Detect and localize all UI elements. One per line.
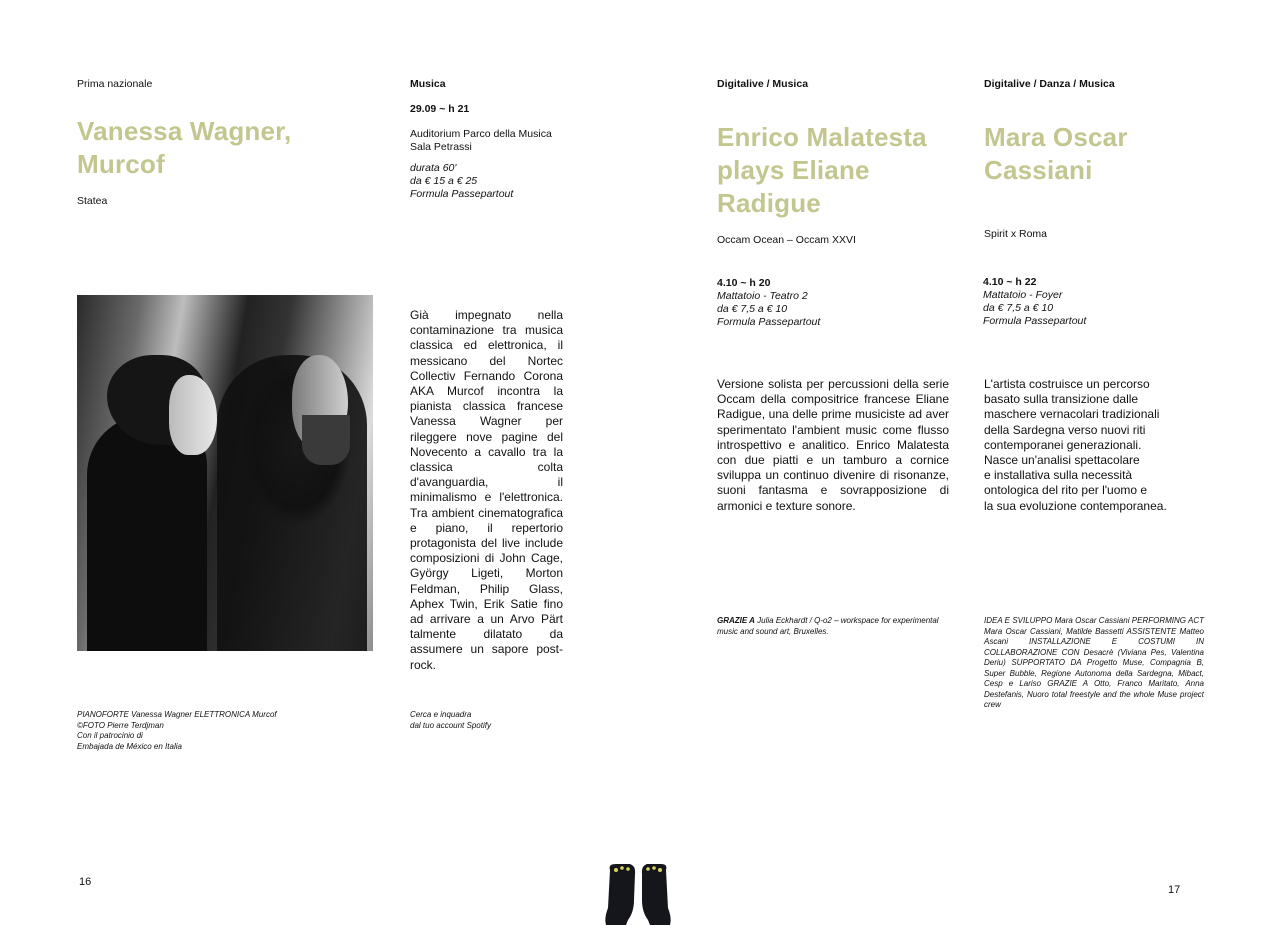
- event-date: 4.10 ~ h 22: [983, 276, 1037, 288]
- credits-label: GRAZIE A: [717, 616, 755, 625]
- event-formula: Formula Passepartout: [983, 315, 1087, 327]
- event-info: [983, 276, 1183, 328]
- event-subtitle: Statea: [77, 195, 108, 207]
- category-label: Prima nazionale: [77, 78, 153, 90]
- event-title: [984, 121, 1214, 187]
- description-line: della Sardegna verso nuovi riti: [984, 422, 1146, 437]
- credits-line: Embajada de México en Italia: [77, 741, 182, 751]
- event-title: [77, 115, 377, 181]
- photo-detail: [302, 415, 350, 465]
- event-title: [717, 121, 957, 220]
- credits-text: Julia Eckhardt / Q-o2 – workspace for experimental music and sound art, Bruxelles.: [717, 616, 939, 636]
- page-number: 16: [79, 876, 92, 888]
- description-line: ontologica del rito per l'uomo e: [984, 483, 1148, 498]
- description-line: Nasce un'analisi spettacolare: [984, 453, 1140, 468]
- spotify-line: Cerca e inquadra: [410, 710, 472, 719]
- event-venue: Sala Petrassi: [410, 141, 472, 153]
- event-duration: durata 60': [410, 162, 457, 174]
- event-price: da € 7,5 a € 10: [983, 302, 1054, 314]
- description-line: maschere vernacolari tradizionali: [984, 407, 1160, 422]
- event-formula: Formula Passepartout: [717, 316, 821, 328]
- title-line: Mara Oscar: [984, 122, 1128, 152]
- page-number: 17: [1168, 884, 1181, 896]
- category-label: Digitalive / Danza / Musica: [984, 78, 1115, 90]
- credits: [717, 616, 952, 637]
- artist-photo: [77, 295, 373, 651]
- event-description: Versione solista per percussioni della serie Occam della compositrice francese Eliane Radigue, una delle prime musiciste ad aver sperimentato l'ambient music come flusso introspettivo e analitico. Enrico Malatesta con due piatti e un tamburo a cornice sviluppa un continuo divenire di risonanze, suoni fantasma e sovrapposizione di armonici e texture sonore.: [717, 377, 949, 513]
- photo-detail: [169, 375, 217, 455]
- credits-line: Con il patrocinio di: [77, 731, 143, 740]
- event-date: 29.09 ~ h 21: [410, 103, 470, 115]
- description-line: basato sulla transizione dalle: [984, 392, 1139, 407]
- event-price: da € 15 a € 25: [410, 175, 478, 187]
- event-subtitle: Occam Ocean – Occam XXVI: [717, 234, 856, 246]
- title-line: plays Eliane: [717, 155, 870, 185]
- event-price: da € 7,5 a € 10: [717, 303, 788, 315]
- event-info: [410, 103, 580, 201]
- event-venue: Auditorium Parco della Musica: [410, 128, 552, 140]
- event-date: 4.10 ~ h 20: [717, 277, 771, 289]
- event-venue: Mattatoio - Teatro 2: [717, 290, 808, 302]
- description-line: contemporanei generazionali.: [984, 437, 1142, 452]
- title-line: Vanessa Wagner,: [77, 116, 292, 146]
- event-description: [984, 377, 1214, 514]
- credits-line: PIANOFORTE Vanessa Wagner ELETTRONICA Murcof: [77, 710, 277, 719]
- category-label: Musica: [410, 78, 446, 90]
- category-label: Digitalive / Musica: [717, 78, 809, 90]
- title-line: Enrico Malatesta: [717, 122, 927, 152]
- spotify-line: dal tuo account Spotify: [410, 720, 491, 730]
- title-line: Cassiani: [984, 155, 1093, 185]
- description-line: e installativa sulla necessità: [984, 468, 1133, 483]
- description-line: la sua evoluzione contemporanea.: [984, 498, 1167, 513]
- credits: [77, 710, 377, 752]
- event-venue: Mattatoio - Foyer: [983, 289, 1063, 301]
- credits: IDEA E SVILUPPO Mara Oscar Cassiani PERFORMING ACT Mara Oscar Cassiani, Matilde Bassetti ASSISTENTE Matteo Ascani INSTALLAZIONE E COSTUMI IN COLLABORAZIONE CON Desacrè (Viviana Pes, Valentina Deriu) SUPPORTATO DA Progetto Muse, Compagnia B, Super Bubble, Regione Autonoma della Sardegna, Mibact, Cesp e Lariso GRAZIE A Otto, Franco Maritato, Anna Destefanis, Nuoro total freestyle and the whole Muse project crew: [984, 616, 1204, 709]
- title-line: Radigue: [717, 188, 821, 218]
- event-description: Già impegnato nella contaminazione tra musica classica ed elettronica, il messicano del Nortec Collectiv Fernando Corona AKA Murcof incontra la pianista classica francese Vanessa Wagner per rileggere nove pagine del Novecento a cavallo tra la classica colta d'avanguardia, il minimalismo e l'elettronica. Tra ambient cinematografica e piano, il repertorio protagonista del live include composizioni di John Cage, György Ligeti, Morton Feldman, Philip Glass, Aphex Twin, Erik Satie fino ad arrivare a un Arvo Pärt talmente dilatato da assumere un sapore post-rock.: [410, 308, 563, 672]
- spotify-note: [410, 710, 570, 731]
- title-line: Murcof: [77, 149, 165, 179]
- credits-line: ©FOTO Pierre Terdjman: [77, 720, 164, 730]
- event-subtitle: Spirit x Roma: [984, 228, 1048, 240]
- event-formula: Formula Passepartout: [410, 188, 514, 200]
- socks-illustration-icon: [604, 860, 672, 925]
- description-line: L'artista costruisce un percorso: [984, 377, 1150, 391]
- event-info: [717, 277, 917, 329]
